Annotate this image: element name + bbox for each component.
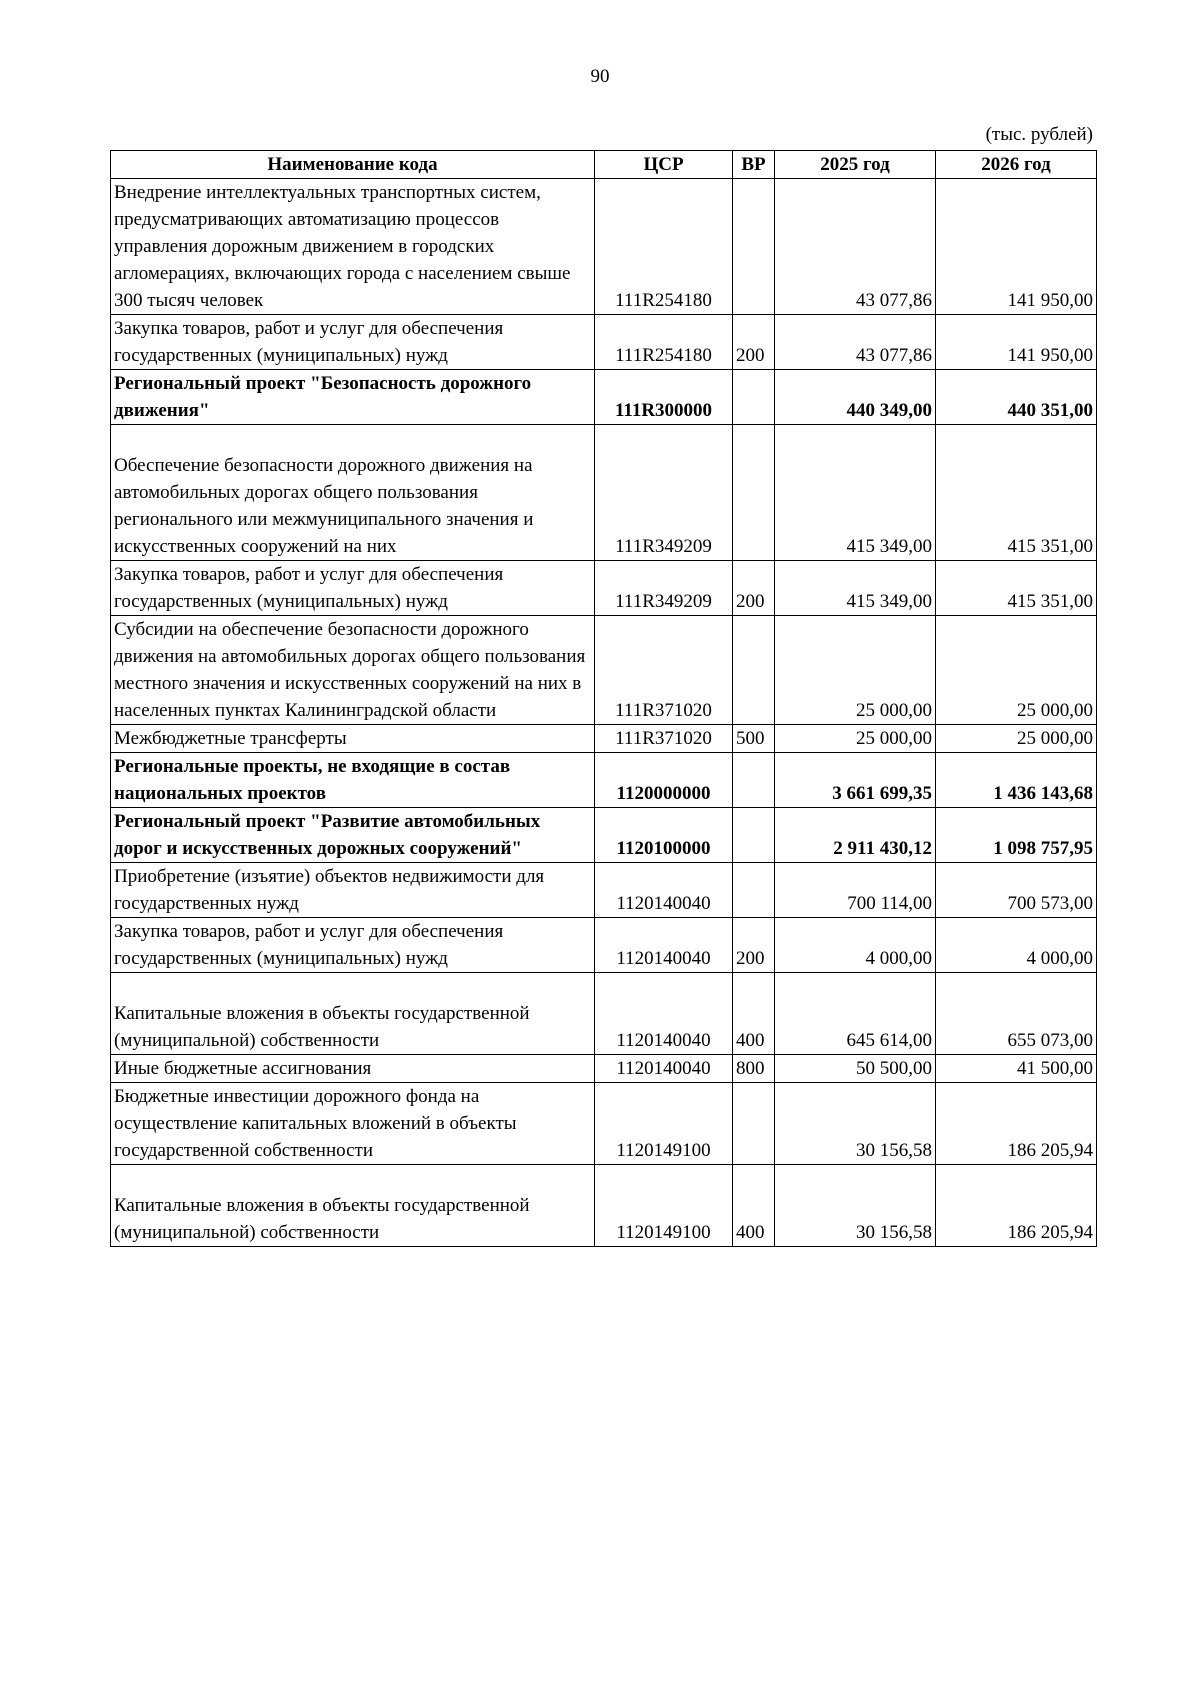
row-csr: 1120149100 bbox=[595, 1083, 733, 1165]
header-csr: ЦСР bbox=[595, 151, 733, 179]
row-csr: 1120140040 bbox=[595, 973, 733, 1055]
row-2026: 186 205,94 bbox=[936, 1165, 1097, 1247]
row-vr: 200 bbox=[733, 315, 775, 370]
page-number: 90 bbox=[590, 66, 610, 87]
row-csr: 111R300000 bbox=[595, 370, 733, 425]
row-vr: 200 bbox=[733, 918, 775, 973]
row-2026: 141 950,00 bbox=[936, 179, 1097, 315]
row-csr: 1120140040 bbox=[595, 1055, 733, 1083]
row-2025: 3 661 699,35 bbox=[775, 753, 936, 808]
row-2025: 25 000,00 bbox=[775, 725, 936, 753]
row-name: Региональный проект "Безопасность дорожного движения" bbox=[111, 370, 595, 425]
row-name: Закупка товаров, работ и услуг для обеспечения государственных (муниципальных) нужд bbox=[111, 918, 595, 973]
row-name: Капитальные вложения в объекты государственной (муниципальной) собственности bbox=[111, 1165, 595, 1247]
row-csr: 111R371020 bbox=[595, 725, 733, 753]
row-2025: 645 614,00 bbox=[775, 973, 936, 1055]
row-vr bbox=[733, 863, 775, 918]
row-2026: 25 000,00 bbox=[936, 725, 1097, 753]
table-row bbox=[111, 315, 1097, 370]
row-name: Иные бюджетные ассигнования bbox=[111, 1055, 595, 1083]
row-2026: 655 073,00 bbox=[936, 973, 1097, 1055]
row-name: Региональные проекты, не входящие в состав национальных проектов bbox=[111, 753, 595, 808]
row-2025: 700 114,00 bbox=[775, 863, 936, 918]
row-2025: 30 156,58 bbox=[775, 1165, 936, 1247]
table-row bbox=[111, 918, 1097, 973]
row-vr bbox=[733, 1083, 775, 1165]
row-2025: 415 349,00 bbox=[775, 561, 936, 616]
row-csr: 111R254180 bbox=[595, 179, 733, 315]
row-vr bbox=[733, 808, 775, 863]
row-csr: 111R371020 bbox=[595, 616, 733, 725]
row-name: Межбюджетные трансферты bbox=[111, 725, 595, 753]
table-row bbox=[111, 973, 1097, 1055]
budget-table bbox=[110, 150, 1097, 1247]
row-2025: 415 349,00 bbox=[775, 425, 936, 561]
row-2026: 41 500,00 bbox=[936, 1055, 1097, 1083]
table-row bbox=[111, 725, 1097, 753]
row-2025: 4 000,00 bbox=[775, 918, 936, 973]
row-vr: 800 bbox=[733, 1055, 775, 1083]
row-vr: 200 bbox=[733, 561, 775, 616]
row-2026: 4 000,00 bbox=[936, 918, 1097, 973]
row-name: Приобретение (изъятие) объектов недвижимости для государственных нужд bbox=[111, 863, 595, 918]
table-row bbox=[111, 179, 1097, 315]
row-2025: 30 156,58 bbox=[775, 1083, 936, 1165]
row-name: Региональный проект "Развитие автомобильных дорог и искусственных дорожных сооружений" bbox=[111, 808, 595, 863]
row-name: Закупка товаров, работ и услуг для обеспечения государственных (муниципальных) нужд bbox=[111, 315, 595, 370]
table-row bbox=[111, 561, 1097, 616]
row-2025: 2 911 430,12 bbox=[775, 808, 936, 863]
row-vr bbox=[733, 753, 775, 808]
row-name: Внедрение интеллектуальных транспортных систем, предусматривающих автоматизацию процессов управления дорожным движением в городских агломерациях, включающих города с населением свыше 300 тысяч человек bbox=[111, 179, 595, 315]
row-name: Субсидии на обеспечение безопасности дорожного движения на автомобильных дорогах общего пользования местного значения и искусственных сооружений на них в населенных пунктах Калининградской области bbox=[111, 616, 595, 725]
header-2026: 2026 год bbox=[936, 151, 1097, 179]
row-csr: 111R349209 bbox=[595, 561, 733, 616]
header-vr: ВР bbox=[733, 151, 775, 179]
table-row bbox=[111, 425, 1097, 561]
row-vr bbox=[733, 616, 775, 725]
row-name: Закупка товаров, работ и услуг для обеспечения государственных (муниципальных) нужд bbox=[111, 561, 595, 616]
table-row bbox=[111, 616, 1097, 725]
table-header-row bbox=[111, 151, 1097, 179]
table-row bbox=[111, 1083, 1097, 1165]
table-row bbox=[111, 370, 1097, 425]
row-csr: 1120000000 bbox=[595, 753, 733, 808]
row-2025: 43 077,86 bbox=[775, 315, 936, 370]
row-2026: 141 950,00 bbox=[936, 315, 1097, 370]
table-row bbox=[111, 863, 1097, 918]
row-vr: 400 bbox=[733, 1165, 775, 1247]
row-2026: 1 436 143,68 bbox=[936, 753, 1097, 808]
row-2026: 186 205,94 bbox=[936, 1083, 1097, 1165]
row-2025: 440 349,00 bbox=[775, 370, 936, 425]
row-vr bbox=[733, 425, 775, 561]
table-row bbox=[111, 1055, 1097, 1083]
row-2026: 25 000,00 bbox=[936, 616, 1097, 725]
row-name: Бюджетные инвестиции дорожного фонда на осуществление капитальных вложений в объекты государственной собственности bbox=[111, 1083, 595, 1165]
table-row bbox=[111, 1165, 1097, 1247]
row-2026: 415 351,00 bbox=[936, 561, 1097, 616]
row-csr: 1120149100 bbox=[595, 1165, 733, 1247]
row-name: Обеспечение безопасности дорожного движения на автомобильных дорогах общего пользования регионального или межмуниципального значения и искусственных сооружений на них bbox=[111, 425, 595, 561]
row-2025: 43 077,86 bbox=[775, 179, 936, 315]
row-name: Капитальные вложения в объекты государственной (муниципальной) собственности bbox=[111, 973, 595, 1055]
row-2026: 700 573,00 bbox=[936, 863, 1097, 918]
units-label: (тыс. рублей) bbox=[985, 124, 1093, 145]
row-2025: 25 000,00 bbox=[775, 616, 936, 725]
row-csr: 111R349209 bbox=[595, 425, 733, 561]
row-2025: 50 500,00 bbox=[775, 1055, 936, 1083]
table-row bbox=[111, 808, 1097, 863]
row-2026: 1 098 757,95 bbox=[936, 808, 1097, 863]
row-vr bbox=[733, 179, 775, 315]
row-2026: 415 351,00 bbox=[936, 425, 1097, 561]
header-2025: 2025 год bbox=[775, 151, 936, 179]
row-csr: 1120100000 bbox=[595, 808, 733, 863]
row-csr: 1120140040 bbox=[595, 918, 733, 973]
table-row bbox=[111, 753, 1097, 808]
header-name: Наименование кода bbox=[111, 151, 595, 179]
row-csr: 111R254180 bbox=[595, 315, 733, 370]
row-vr: 500 bbox=[733, 725, 775, 753]
row-2026: 440 351,00 bbox=[936, 370, 1097, 425]
row-csr: 1120140040 bbox=[595, 863, 733, 918]
row-vr bbox=[733, 370, 775, 425]
row-vr: 400 bbox=[733, 973, 775, 1055]
